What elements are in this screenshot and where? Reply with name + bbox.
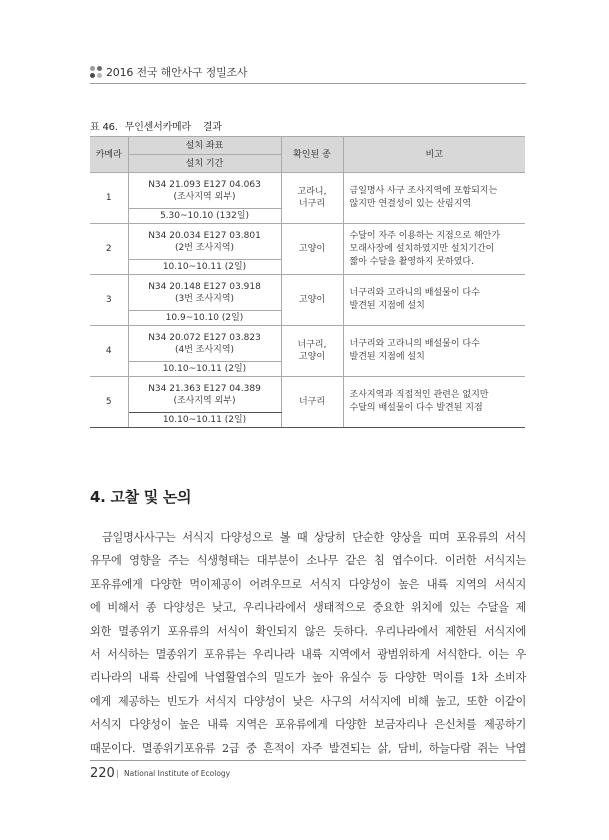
coord-site: (조사지역 외부) <box>173 191 236 202</box>
coord-site: (2번 조사지역) <box>174 242 235 253</box>
cell-note: 수달이 자주 이용하는 지점으로 해안가 모래사장에 설치하였지만 설치기간이 짧아 수달을 촬영하지 못하였다. <box>343 224 525 275</box>
cell-species: 고양이 <box>281 275 343 326</box>
cell-camera: 1 <box>90 173 128 224</box>
header-dot <box>97 73 102 78</box>
cell-note: 금일명사 사구 조사지역에 포함되지는 않지만 연결성이 있는 산림지역 <box>343 173 525 224</box>
body-line: 유무에 영향을 주는 식생형태는 대부분이 소나무 같은 침 엽수이다. 이러한 서식지는 <box>90 554 526 568</box>
coord-value: N34 21.093 E127 04.063 <box>148 179 261 190</box>
header-note: 비고 <box>343 137 525 173</box>
cell-coord <box>128 326 281 362</box>
header-title: 2016 전국 해안사구 정밀조사 <box>106 66 248 79</box>
cell-species: 너구리, 고양이 <box>281 326 343 377</box>
table-row <box>90 224 525 260</box>
cell-note: 너구리와 고라니의 배설물이 다수 발견된 지점에 설치 <box>343 275 525 326</box>
header-install-coord: 설치 좌표 <box>128 137 281 155</box>
table-row <box>90 326 525 362</box>
table-caption-suffix: 결과 <box>202 122 222 133</box>
cell-coord <box>128 377 281 413</box>
cell-camera: 3 <box>90 275 128 326</box>
header-camera: 카메라 <box>90 137 128 173</box>
cell-coord <box>128 275 281 311</box>
body-line: 에 비해서 종 다양성은 낮고, 우리나라에서 생태적으로 중요한 위치에 있는 수달을 제 <box>90 601 526 615</box>
page-number: 220 <box>90 766 115 781</box>
running-header <box>90 62 526 84</box>
cell-species: 고라니, 너구리 <box>281 173 343 224</box>
footer-rule <box>90 760 526 761</box>
coord-site: (조사지역 외부) <box>173 395 236 406</box>
header-species: 확인된 종 <box>281 137 343 173</box>
body-line: 포유류에게 다양한 먹이제공이 어려우므로 서식지 다양성이 높은 내륙 지역의 서식지 <box>90 577 526 591</box>
cell-period: 10.9~10.10 (2일) <box>128 311 281 326</box>
cell-species: 고양이 <box>281 224 343 275</box>
coord-value: N34 20.148 E127 03.918 <box>148 281 261 292</box>
cell-camera: 4 <box>90 326 128 377</box>
table-caption <box>90 118 222 133</box>
body-line: 서 서식하는 멸종위기 포유류는 우리나라 내륙 지역에서 광범위하게 서식한다. 이는 우 <box>90 648 526 662</box>
header-rule <box>90 83 526 84</box>
body-line: 에게 제공하는 빈도가 서식지 다양성이 낮은 사구의 서식지에 비해 높고, 또한 이같이 <box>90 694 526 708</box>
cell-period: 10.10~10.11 (2일) <box>128 362 281 377</box>
coord-value: N34 20.072 E127 03.823 <box>148 332 261 343</box>
header-dots-icon <box>90 66 102 78</box>
footer-institute: National Institute of Ecology <box>124 769 231 778</box>
table-row <box>90 275 525 311</box>
header-dot <box>90 73 95 78</box>
cell-camera: 2 <box>90 224 128 275</box>
coord-site: (3번 조사지역) <box>174 293 235 304</box>
cell-note: 조사지역과 직접적인 관련은 없지만 수달의 배설물이 다수 발견된 지점 <box>343 377 525 428</box>
camera-results-table <box>90 136 525 428</box>
cell-note: 너구리와 고라니의 배설물이 다수 발견된 지점에 설치 <box>343 326 525 377</box>
table-caption-label: 표 46. <box>90 122 118 133</box>
table-header-row <box>90 137 525 155</box>
body-line: 때문이다. 멸종위기포유류 2급 중 흔적이 자주 발견되는 삵, 담비, 하늘다람 쥐는 낙엽 <box>90 741 526 755</box>
coord-value: N34 21.363 E127 04.389 <box>148 383 261 394</box>
table-row <box>90 377 525 413</box>
table-body <box>90 173 525 428</box>
body-paragraph <box>90 526 526 760</box>
body-line: 리나라의 내륙 산림에 낙엽활엽수의 밀도가 높아 유실수 등 다양한 먹이를 1차 소비자 <box>90 671 526 685</box>
cell-period: 5.30~10.10 (132일) <box>128 209 281 224</box>
cell-period: 10.10~10.11 (2일) <box>128 260 281 275</box>
body-line: 금일명사사구는 서식지 다양성으로 볼 때 상당히 단순한 양상을 띠며 포유류의 서식 <box>102 531 526 544</box>
cell-period: 10.10~10.11 (2일) <box>128 413 281 428</box>
coord-value: N34 20.034 E127 03.801 <box>148 230 261 241</box>
header-dot <box>90 66 95 71</box>
coord-site: (4번 조사지역) <box>174 344 235 355</box>
cell-camera: 5 <box>90 377 128 428</box>
header-install-period: 설치 기간 <box>128 155 281 173</box>
header-dot <box>97 66 102 71</box>
section-title: 4. 고찰 및 논의 <box>90 488 192 506</box>
footer-separator: | <box>116 769 119 778</box>
table-caption-text: 무인센서카메라 <box>124 122 191 133</box>
cell-species: 너구리 <box>281 377 343 428</box>
body-line: 외한 멸종위기 포유류의 서식이 확인되지 않은 듯하다. 우리나라에서 제한된 서식지에 <box>90 624 526 638</box>
cell-coord <box>128 224 281 260</box>
table-row <box>90 173 525 209</box>
cell-coord <box>128 173 281 209</box>
body-line: 서식지 다양성이 높은 내륙 지역은 포유류에게 다양한 보금자리나 은신처를 제공하기 <box>90 718 526 732</box>
